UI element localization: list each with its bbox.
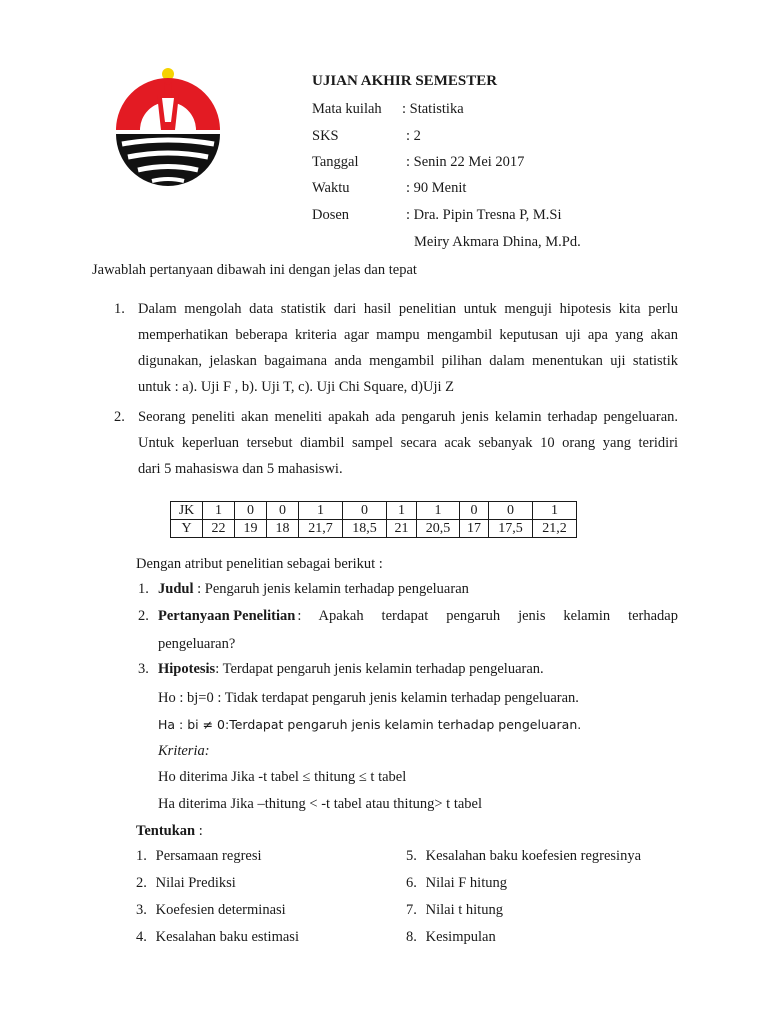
list-number: 6.	[406, 875, 417, 891]
alternative-hypothesis: Ha : bi ≠ 0:Terdapat pengaruh jenis kelamin terhadap pengeluaran.	[158, 717, 582, 732]
table-cell: 1	[387, 502, 417, 520]
question-number: 1.	[114, 301, 125, 317]
list-item	[406, 843, 641, 870]
list-number: 4.	[136, 929, 147, 945]
table-cell: 0	[267, 502, 299, 520]
table-cell: 21,7	[299, 520, 343, 538]
tentukan-colon: :	[195, 823, 203, 839]
question-line: Untuk keperluan tersebut diambil sampel secara acak sebanyak 10 orang yang teridiri	[138, 435, 678, 451]
ho-acceptance-rule: Ho diterima Jika -t tabel ≤ thitung ≤ t tabel	[158, 769, 407, 785]
university-logo	[112, 64, 224, 194]
header-label-course: Mata kuilah	[312, 101, 382, 117]
attribute-number: 2.	[138, 608, 149, 624]
question-line: Seorang peneliti akan meneliti apakah ada pengaruh jenis kelamin terhadap pengeluaran.	[138, 409, 678, 425]
list-text: Kesalahan baku estimasi	[155, 929, 299, 945]
table-cell: 1	[203, 502, 235, 520]
tentukan-list-left	[136, 843, 299, 951]
table-cell: 18,5	[343, 520, 387, 538]
instruction-text: Jawablah pertanyaan dibawah ini dengan jelas dan tepat	[92, 262, 417, 278]
table-cell: Y	[171, 520, 203, 538]
list-text: Koefesien determinasi	[155, 902, 286, 918]
table-cell: 18	[267, 520, 299, 538]
list-item	[136, 843, 299, 870]
attribute-2-continued: pengeluaran?	[158, 636, 236, 652]
header-value-lecturer: : Dra. Pipin Tresna P, M.Si	[406, 207, 562, 223]
table-cell: 0	[489, 502, 533, 520]
list-item	[136, 870, 299, 897]
attribute-intro: Dengan atribut penelitian sebagai berikut :	[136, 556, 383, 572]
question-number: 2.	[114, 409, 125, 425]
question-line: memperhatikan beberapa kriteria agar mampu mengambil keputusan uji apa yang akan	[138, 327, 678, 343]
question-2	[114, 404, 678, 482]
table-cell: 21,2	[533, 520, 577, 538]
ha-acceptance-rule: Ha diterima Jika –thitung < -t tabel atau thitung> t tabel	[158, 796, 482, 812]
header-value-time: : 90 Menit	[406, 180, 467, 196]
list-text: Kesalahan baku koefesien regresinya	[425, 848, 642, 864]
attribute-3	[138, 656, 544, 682]
exam-title: UJIAN AKHIR SEMESTER	[312, 73, 498, 89]
attribute-text: : Pengaruh jenis kelamin terhadap pengeluaran	[193, 581, 469, 597]
table-cell: 1	[299, 502, 343, 520]
question-line: Dalam mengolah data statistik dari hasil penelitian untuk menguji hipotesis kita perlu	[138, 301, 678, 317]
attribute-text: : Terdapat pengaruh jenis kelamin terhadap pengeluaran.	[215, 661, 544, 677]
list-item	[136, 897, 299, 924]
table-cell: 20,5	[417, 520, 460, 538]
header-value-sks: : 2	[406, 128, 421, 144]
list-number: 8.	[406, 929, 417, 945]
list-number: 1.	[136, 848, 147, 864]
attribute-heading: Pertanyaan Penelitian	[158, 608, 296, 624]
header-label-time: Waktu	[312, 180, 350, 196]
attribute-number: 1.	[138, 581, 149, 597]
table-cell: 1	[533, 502, 577, 520]
header-label-lecturer: Dosen	[312, 207, 350, 223]
null-hypothesis: Ho : bj=0 : Tidak terdapat pengaruh jenis kelamin terhadap pengeluaran.	[158, 690, 579, 706]
question-line: untuk : a). Uji F , b). Uji T, c). Uji Chi Square, d)Uji Z	[138, 379, 455, 395]
header-value-lecturer-2: Meiry Akmara Dhina, M.Pd.	[414, 234, 581, 250]
header-value-course: : Statistika	[402, 101, 464, 117]
table-cell: 19	[235, 520, 267, 538]
table-row	[171, 520, 577, 538]
attribute-1	[138, 576, 469, 602]
table-cell: 1	[417, 502, 460, 520]
tentukan-heading	[136, 823, 203, 840]
table-row	[171, 502, 577, 520]
header-label-date: Tanggal	[312, 154, 359, 170]
list-item	[406, 924, 641, 951]
list-number: 3.	[136, 902, 147, 918]
attribute-heading: Judul	[158, 581, 194, 597]
list-text: Kesimpulan	[425, 929, 496, 945]
list-item	[406, 870, 641, 897]
table-cell: 21	[387, 520, 417, 538]
table-cell: 17	[460, 520, 489, 538]
list-text: Nilai t hitung	[425, 902, 503, 918]
tentukan-label: Tentukan	[136, 823, 196, 839]
question-line: digunakan, jelaskan bagaimana anda mengambil pilihan dalam menentukan uji statistik	[138, 353, 678, 369]
list-text: Nilai F hitung	[425, 875, 507, 891]
list-text: Nilai Prediksi	[155, 875, 236, 891]
attribute-2	[138, 603, 678, 629]
table-cell: 0	[460, 502, 489, 520]
table-cell: 22	[203, 520, 235, 538]
list-item	[406, 897, 641, 924]
attribute-heading: Hipotesis	[158, 661, 216, 677]
table-cell: JK	[171, 502, 203, 520]
attribute-number: 3.	[138, 661, 149, 677]
question-line: dari 5 mahasiswa dan 5 mahasiswi.	[138, 461, 343, 477]
list-number: 2.	[136, 875, 147, 891]
attribute-text: : Apakah terdapat pengaruh jenis kelamin terhadap	[297, 608, 678, 624]
list-number: 5.	[406, 848, 417, 864]
data-table	[170, 501, 577, 538]
list-item	[136, 924, 299, 951]
list-number: 7.	[406, 902, 417, 918]
tentukan-list-right	[406, 843, 641, 951]
table-cell: 0	[235, 502, 267, 520]
table-cell: 17,5	[489, 520, 533, 538]
question-1	[114, 296, 678, 400]
header-label-sks: SKS	[312, 128, 339, 144]
header-value-date: : Senin 22 Mei 2017	[406, 154, 525, 170]
criteria-heading: Kriteria:	[158, 743, 210, 759]
list-text: Persamaan regresi	[155, 848, 262, 864]
table-cell: 0	[343, 502, 387, 520]
